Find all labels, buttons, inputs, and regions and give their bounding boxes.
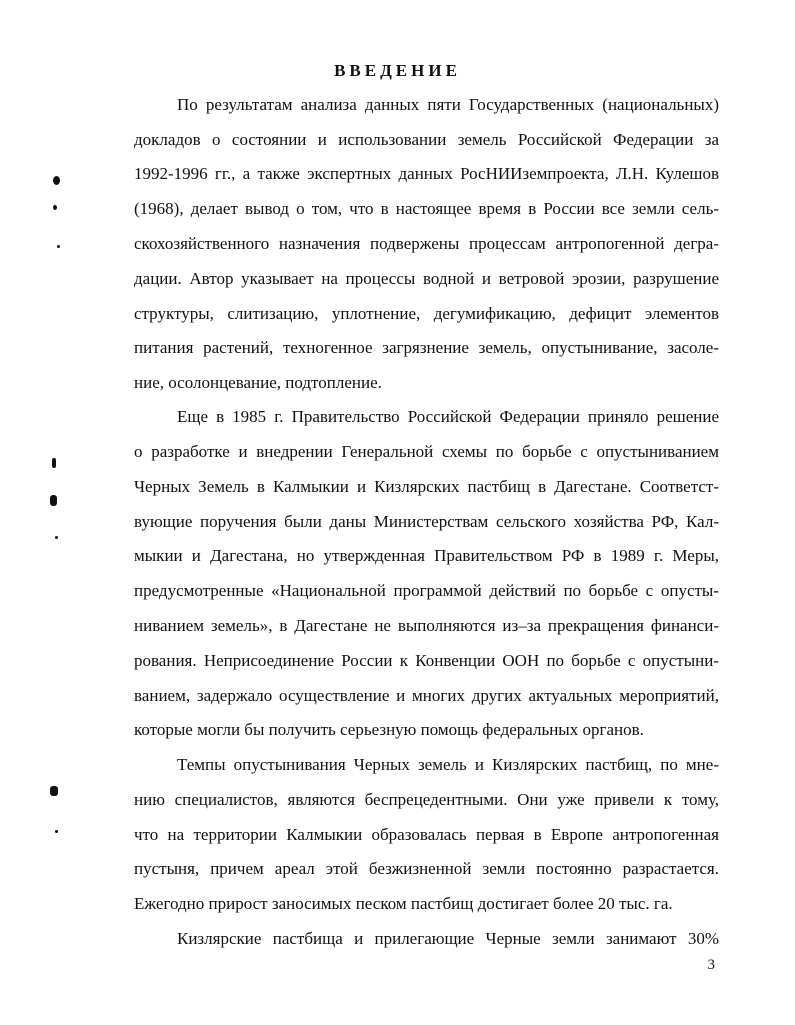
text-line: структуры, слитизацию, уплотнение, дегумификацию, дефицит элементов — [134, 304, 719, 323]
scan-spot — [50, 786, 58, 796]
text-line: ванием, задержало осуществление и многих других актуальных мероприятий, — [134, 686, 719, 705]
text-line: рования. Неприсоединение России к Конвенции ООН по борьбе с опустыни- — [134, 651, 719, 670]
text-line: дации. Автор указывает на процессы водной и ветровой эрозии, разрушение — [134, 269, 719, 288]
scan-spot — [52, 458, 56, 468]
text-line: Ежегодно прирост заносимых песком пастбищ достигает более 20 тыс. га. — [134, 894, 673, 913]
scan-spot — [50, 495, 57, 506]
text-line: Еще в 1985 г. Правительство Российской Федерации приняло решение — [177, 407, 719, 426]
page-number: 3 — [707, 957, 715, 973]
text-line: По результатам анализа данных пяти Государственных (национальных) — [177, 95, 719, 114]
text-line: что на территории Калмыкии образовалась первая в Европе антропогенная — [134, 825, 719, 844]
text-line: пустыня, причем ареал этой безжизненной земли постоянно разрастается. — [134, 859, 719, 878]
text-line: Черных Земель в Калмыкии и Кизлярских пастбищ в Дагестане. Соответст- — [134, 477, 719, 496]
text-line: докладов о состоянии и использовании земель Российской Федерации за — [134, 130, 719, 149]
text-line: Темпы опустынивания Черных земель и Кизлярских пастбищ, по мне- — [177, 755, 719, 774]
text-line: (1968), делает вывод о том, что в настоящее время в России все земли сель- — [134, 199, 719, 218]
document-title: ВВЕДЕНИЕ — [334, 61, 461, 80]
text-line: скохозяйственного назначения подвержены процессам антропогенной дегра- — [134, 234, 719, 253]
text-line: предусмотренные «Национальной программой действий по борьбе с опусты- — [134, 581, 719, 600]
text-line: питания растений, техногенное загрязнение земель, опустынивание, засоле- — [134, 338, 719, 357]
text-line: 1992-1996 гг., а также экспертных данных РосНИИземпроекта, Л.Н. Кулешов — [134, 164, 719, 183]
scan-spot — [55, 830, 58, 833]
scan-spot — [55, 536, 58, 539]
text-line: нию специалистов, являются беспрецедентными. Они уже привели к тому, — [134, 790, 719, 809]
text-line: Кизлярские пастбища и прилегающие Черные земли занимают 30% — [177, 929, 719, 948]
scan-spot — [53, 176, 60, 185]
text-line: ниванием земель», в Дагестане не выполняются из–за прекращения финанси- — [134, 616, 719, 635]
text-line: которые могли бы получить серьезную помощь федеральных органов. — [134, 720, 644, 739]
scan-spot — [57, 245, 60, 248]
text-line: о разработке и внедрении Генеральной схемы по борьбе с опустыниванием — [134, 442, 719, 461]
scan-spot — [53, 205, 57, 210]
text-line: мыкии и Дагестана, но утвержденная Правительством РФ в 1989 г. Меры, — [134, 546, 719, 565]
text-line: ние, осолонцевание, подтопление. — [134, 373, 382, 392]
text-line: вующие поручения были даны Министерствам сельского хозяйства РФ, Кал- — [134, 512, 719, 531]
